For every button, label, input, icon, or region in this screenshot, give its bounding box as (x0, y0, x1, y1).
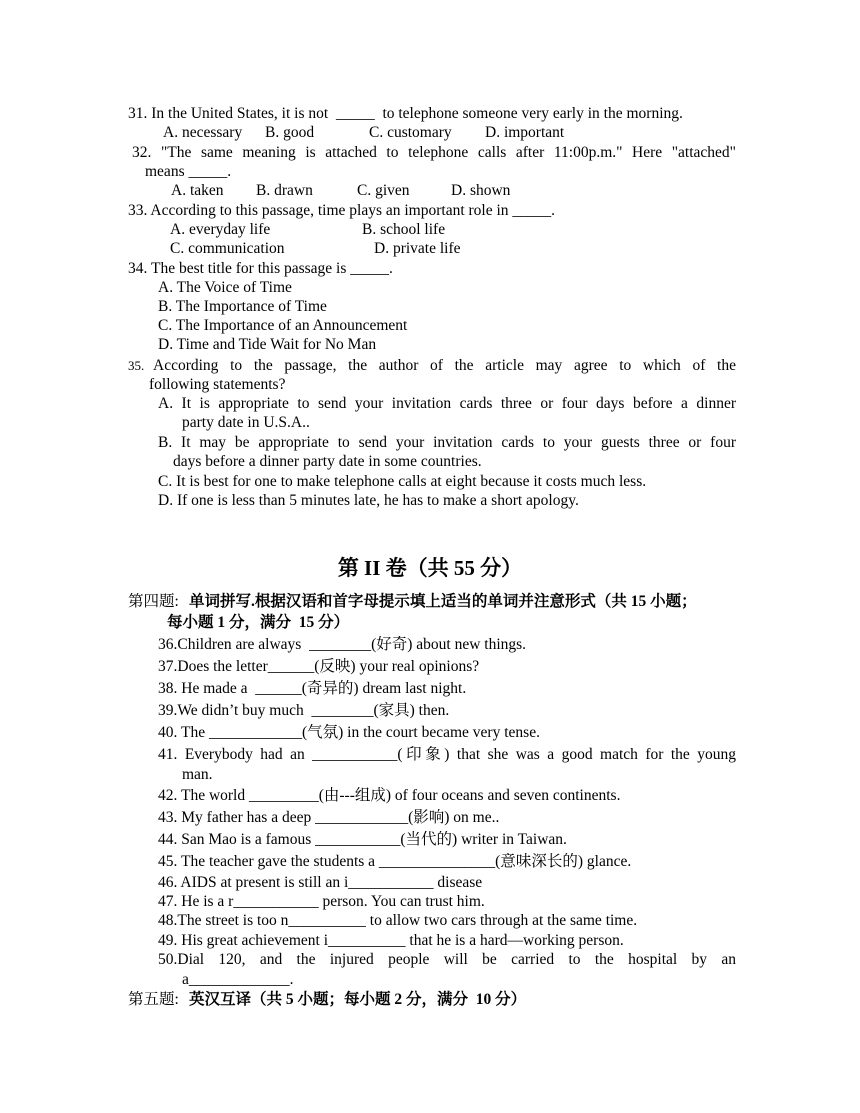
q34-stem: 34. The best title for this passage is _____. (128, 260, 393, 277)
q31-option-a: A. necessary (163, 124, 243, 141)
q35-option-d: D. If one is less than 5 minutes late, he has to make a short apology. (158, 492, 579, 509)
q35-stem-cont: following statements? (149, 376, 286, 393)
item-37: 37.Does the letter______(反映) your real opinions? (158, 658, 480, 675)
q31-stem: 31. In the United States, it is not _____ to telephone someone very early in the morning. (128, 105, 683, 122)
q33-option-b: B. school life (362, 221, 446, 238)
q32-option-a: A. taken (171, 182, 224, 199)
section4-label: 第四题: (128, 593, 179, 610)
section4-heading-cont: 每小题 1 分，满分 15 分） (167, 614, 350, 631)
item-38: 38. He made a ______(奇异的) dream last night. (158, 680, 467, 697)
q33-option-a: A. everyday life (170, 221, 271, 238)
part2-title: 第 II 卷（共 55 分） (337, 556, 523, 580)
q34-option-c: C. The Importance of an Announcement (158, 317, 408, 334)
q32-stem-cont: means _____. (145, 163, 232, 180)
q31-option-d: D. important (485, 124, 565, 141)
q35-option-c: C. It is best for one to make telephone calls at eight because it costs much less. (158, 473, 647, 490)
q31-option-b: B. good (265, 124, 315, 141)
q35-option-a: A. It is appropriate to send your invitation cards three or four days before a dinner (158, 395, 736, 412)
q35-number: 35. (128, 358, 145, 373)
q35-option-b-cont: days before a dinner party date in some countries. (173, 453, 482, 470)
q32-stem: 32. "The same meaning is attached to telephone calls after 11:00p.m." Here "attached" (132, 144, 736, 161)
q34-option-b: B. The Importance of Time (158, 298, 327, 315)
q34-option-a: A. The Voice of Time (158, 279, 292, 296)
q33-option-c: C. communication (170, 240, 285, 257)
item-40: 40. The ____________(气氛) in the court became very tense. (158, 724, 540, 741)
item-43: 43. My father has a deep ____________(影响) on me.. (158, 809, 500, 826)
q32-option-b: B. drawn (256, 182, 313, 199)
item-44: 44. San Mao is a famous ___________(当代的) writer in Taiwan. (158, 831, 567, 848)
item-46: 46. AIDS at present is still an i___________ disease (158, 874, 483, 891)
q31-option-c: C. customary (369, 124, 452, 141)
item-39: 39.We didn’t buy much ________(家具) then. (158, 702, 450, 719)
q35-option-b: B. It may be appropriate to send your invitation cards to your guests three or four (158, 434, 736, 451)
item-50-cont: a_____________. (182, 971, 294, 988)
q34-option-d: D. Time and Tide Wait for No Man (158, 336, 377, 353)
item-41: 41. Everybody had an ___________(印象) that she was a good match for the young (158, 746, 736, 763)
q33-option-d: D. private life (374, 240, 461, 257)
q35-option-a-cont: party date in U.S.A.. (182, 414, 310, 431)
item-47: 47. He is a r___________ person. You can trust him. (158, 893, 485, 910)
item-45: 45. The teacher gave the students a _______________(意味深长的) glance. (158, 853, 632, 870)
section5-heading: 英汉互译（共 5 小题；每小题 2 分，满分 10 分） (189, 991, 527, 1008)
item-49: 49. His great achievement i__________ that he is a hard—working person. (158, 932, 624, 949)
section5-label: 第五题: (128, 991, 179, 1008)
q32-option-c: C. given (357, 182, 410, 199)
item-36: 36.Children are always ________(好奇) about new things. (158, 636, 527, 653)
q35-stem: According to the passage, the author of the article may agree to which of the (153, 357, 736, 374)
item-41-cont: man. (182, 766, 213, 783)
item-50: 50.Dial 120, and the injured people will be carried to the hospital by an (158, 951, 736, 968)
section4-heading: 单词拼写.根据汉语和首字母提示填上适当的单词并注意形式（共 15 小题； (189, 593, 697, 610)
q33-stem: 33. According to this passage, time plays an important role in _____. (128, 202, 556, 219)
q32-option-d: D. shown (451, 182, 511, 199)
item-42: 42. The world _________(由---组成) of four oceans and seven continents. (158, 787, 621, 804)
item-48: 48.The street is too n__________ to allow two cars through at the same time. (158, 912, 638, 929)
